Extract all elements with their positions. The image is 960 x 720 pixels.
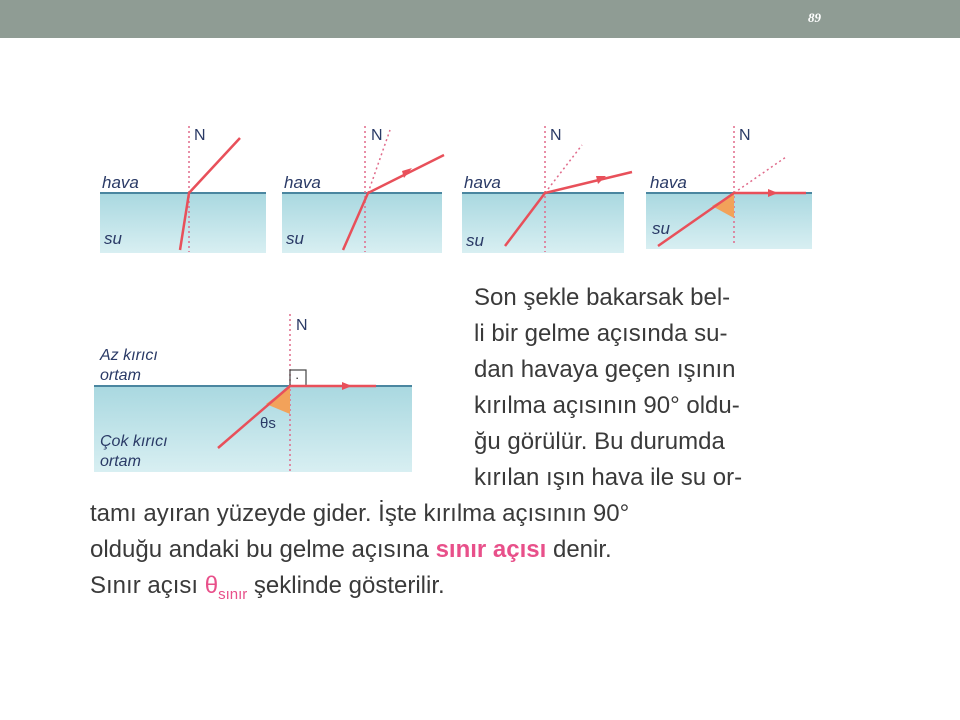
text-line-3: dan havaya geçen ışının bbox=[474, 356, 736, 383]
normal-label: N bbox=[550, 127, 562, 144]
theta-s-label: θs bbox=[260, 415, 276, 432]
line8-after: denir. bbox=[546, 536, 612, 563]
theta-symbol: θ bbox=[204, 572, 219, 599]
air-label: hava bbox=[650, 173, 687, 192]
diagram-1-small-angle bbox=[100, 126, 266, 253]
water-label: su bbox=[286, 229, 304, 248]
normal-label: N bbox=[296, 317, 308, 334]
top-medium-label-1: Az kırıcı bbox=[100, 347, 158, 364]
text-line-1: Son şekle bakarsak bel- bbox=[474, 284, 731, 311]
diagram-2-medium-angle bbox=[282, 126, 444, 253]
water-region bbox=[462, 193, 624, 253]
critical-angle-term: sınır açısı bbox=[435, 536, 547, 563]
text-line-6: kırılan ışın hava ile su or- bbox=[474, 464, 743, 491]
text-line-4: kırılma açısının 90° oldu- bbox=[474, 392, 740, 419]
normal-label: N bbox=[194, 127, 206, 144]
normal-label: N bbox=[371, 127, 383, 144]
page-number: 89 bbox=[808, 10, 821, 25]
theta-critical-symbol bbox=[204, 572, 248, 603]
water-region bbox=[282, 193, 442, 253]
bottom-medium-label-1: Çok kırıcı bbox=[100, 433, 168, 450]
line9-after: şeklinde gösterilir. bbox=[247, 572, 445, 599]
air-label: hava bbox=[102, 173, 139, 192]
water-label: su bbox=[104, 229, 122, 248]
explanation-text-full bbox=[90, 496, 850, 613]
explanation-text-right bbox=[474, 280, 854, 496]
reference-line bbox=[734, 157, 786, 193]
line9-before: Sınır açısı bbox=[90, 572, 205, 599]
text-line-5: ğu görülür. Bu durumda bbox=[474, 428, 725, 455]
text-line-8 bbox=[90, 532, 850, 568]
diagram-4-critical-angle bbox=[646, 126, 812, 249]
line8-before: olduğu andaki bu gelme açısına bbox=[90, 536, 436, 563]
text-line-7: tamı ayıran yüzeyde gider. İşte kırılma açısının 90° bbox=[90, 500, 630, 527]
top-medium-label-2: ortam bbox=[100, 367, 141, 384]
right-angle-dot: · bbox=[295, 370, 300, 385]
ray-arrow bbox=[596, 176, 606, 184]
bottom-medium-label-2: ortam bbox=[100, 453, 141, 470]
normal-label: N bbox=[739, 127, 751, 144]
water-region bbox=[94, 386, 412, 472]
water-label: su bbox=[466, 231, 484, 250]
text-line-2: li bir gelme açısında su- bbox=[474, 320, 728, 347]
air-label: hava bbox=[284, 173, 321, 192]
text-line-9 bbox=[90, 568, 850, 613]
diagram-3-large-angle bbox=[462, 126, 632, 253]
critical-angle-diagram bbox=[94, 314, 412, 472]
air-label: hava bbox=[464, 173, 501, 192]
water-label: su bbox=[652, 219, 670, 238]
theta-subscript: sınır bbox=[218, 585, 248, 603]
